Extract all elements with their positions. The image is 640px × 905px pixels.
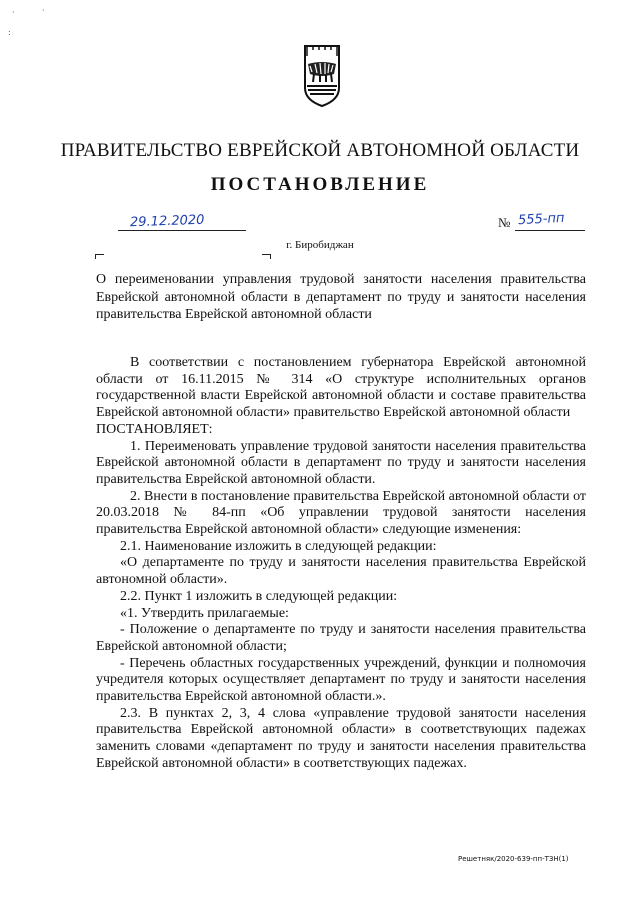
- date-underline: [118, 230, 246, 231]
- paragraph-1: 1. Переименовать управление трудовой занятости населения правительства Еврейской автономной области в департамент по труду и занятости населения правительства Еврейской автономной области.: [96, 438, 586, 487]
- margin-mark: ·: [12, 8, 15, 17]
- paragraph-2-2-c: - Перечень областных государственных учреждений, функции и полномочия учредителя которых осуществляет департамент по труду и занятости населения правительства Еврейской автономной области.».: [96, 655, 586, 705]
- government-title: ПРАВИТЕЛЬСТВО ЕВРЕЙСКОЙ АВТОНОМНОЙ ОБЛАСТИ: [60, 140, 580, 161]
- document-number: 555-пп: [517, 210, 565, 229]
- city: г. Биробиджан: [286, 239, 354, 251]
- number-label: №: [498, 215, 511, 230]
- coat-of-arms-icon: [298, 44, 346, 108]
- paragraph-2-2-b: - Положение о департаменте по труду и занятости населения правительства Еврейской автономной области;: [96, 622, 586, 654]
- document-date: 29.12.2020: [129, 212, 205, 231]
- subject-bracket-right: [262, 254, 271, 259]
- resolves-heading: ПОСТАНОВЛЯЕТ:: [96, 421, 213, 437]
- paragraph-2-2-a: «1. Утвердить прилагаемые:: [120, 605, 289, 621]
- document-subject: О переименовании управления трудовой занятости населения правительства Еврейской автономной области в департамент по труду и занятости населения правительства Еврейской автономной области: [96, 272, 586, 322]
- margin-mark: :: [8, 28, 11, 37]
- number-underline: [515, 230, 585, 231]
- document-body: [96, 355, 586, 773]
- paragraph-2-3: 2.3. В пунктах 2, 3, 4 слова «управление трудовой занятости населения правительства Еврейской автономной области» в соответствующих падежах заменить словами «департамент по труду и занятости населения правительства Еврейской автономной области» в соответствующих падежах.: [96, 705, 586, 771]
- paragraph-2: 2. Внести в постановление правительства Еврейской автономной области от 20.03.2018 № 84-пп «Об управлении трудовой занятости населения правительства Еврейской автономной области» следующие изменения:: [96, 488, 586, 538]
- paragraph-2-2: 2.2. Пункт 1 изложить в следующей редакции:: [120, 588, 398, 604]
- preamble: В соответствии с постановлением губернатора Еврейской автономной области от 16.11.2015 № 314 «О структуре исполнительных органов государственной власти Еврейской автономной области и составе правительства Еврейской автономной области» правительство Еврейской автономной области: [96, 355, 586, 421]
- paragraph-2-1: 2.1. Наименование изложить в следующей редакции:: [120, 538, 437, 554]
- subject-bracket-left: [95, 254, 104, 259]
- margin-mark: ·: [42, 6, 45, 15]
- document-type: ПОСТАНОВЛЕНИЕ: [210, 174, 430, 195]
- footer-reference: Решетняк/2020-639-пп-ТЗН(1): [458, 855, 569, 863]
- paragraph-2-1-text: «О департаменте по труду и занятости населения правительства Еврейской автономной области».: [96, 555, 586, 588]
